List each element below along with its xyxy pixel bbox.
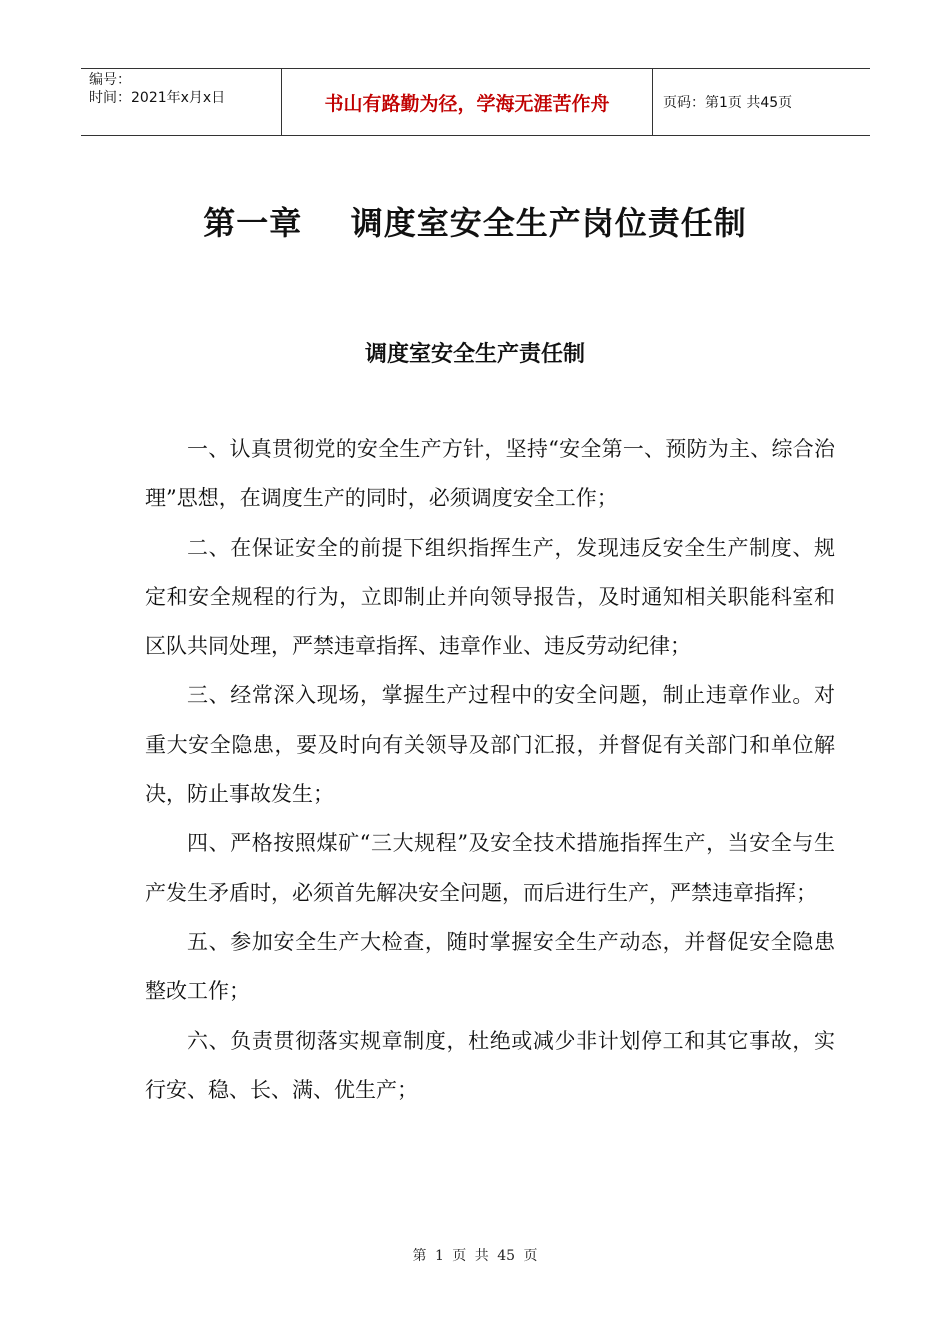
chapter-title: 第一章 调度室安全生产岗位责任制 [203, 204, 747, 242]
paragraph-3: 三、经常深入现场，掌握生产过程中的安全问题，制止违章作业。对重大安全隐患，要及时向有关领导及部门汇报，并督促有关部门和单位解决，防止事故发生； [145, 683, 835, 807]
document-number-label: 编号： [89, 72, 131, 88]
header-motto: 书山有路勤为径，学海无涯苦作舟 [281, 69, 653, 135]
header-page-info: 页码：第1页 共45页 [663, 95, 793, 111]
paragraph-4: 四、严格按照煤矿“三大规程”及安全技术措施指挥生产，当安全与生产发生矛盾时，必须首先解决安全问题，而后进行生产，严禁违章指挥； [145, 831, 835, 905]
paragraph-5: 五、参加安全生产大检查，随时掌握安全生产动态，并督促安全隐患整改工作； [145, 929, 835, 1004]
section-title: 调度室安全生产责任制 [364, 342, 585, 367]
document-date-label: 时间：2021年x月x日 [89, 90, 226, 106]
paragraph-2: 二、在保证安全的前提下组织指挥生产，发现违反安全生产制度、规定和安全规程的行为，立即制止并向领导报告，及时通知相关职能科室和区队共同处理，严禁违章指挥、违章作业、违反劳动纪律； [145, 535, 835, 659]
paragraph-6: 六、负责贯彻落实规章制度，杜绝或减少非计划停工和其它事故，实行安、稳、长、满、优生产； [145, 1028, 835, 1102]
paragraph-1: 一、认真贯彻党的安全生产方针，坚持“安全第一、预防为主、综合治理”思想，在调度生产的同时，必须调度安全工作； [145, 437, 835, 511]
document-header [81, 68, 870, 136]
page-footer: 第 1 页 共 45 页 [412, 1248, 538, 1264]
document-body [145, 425, 835, 1115]
header-meta-cell [81, 69, 281, 135]
